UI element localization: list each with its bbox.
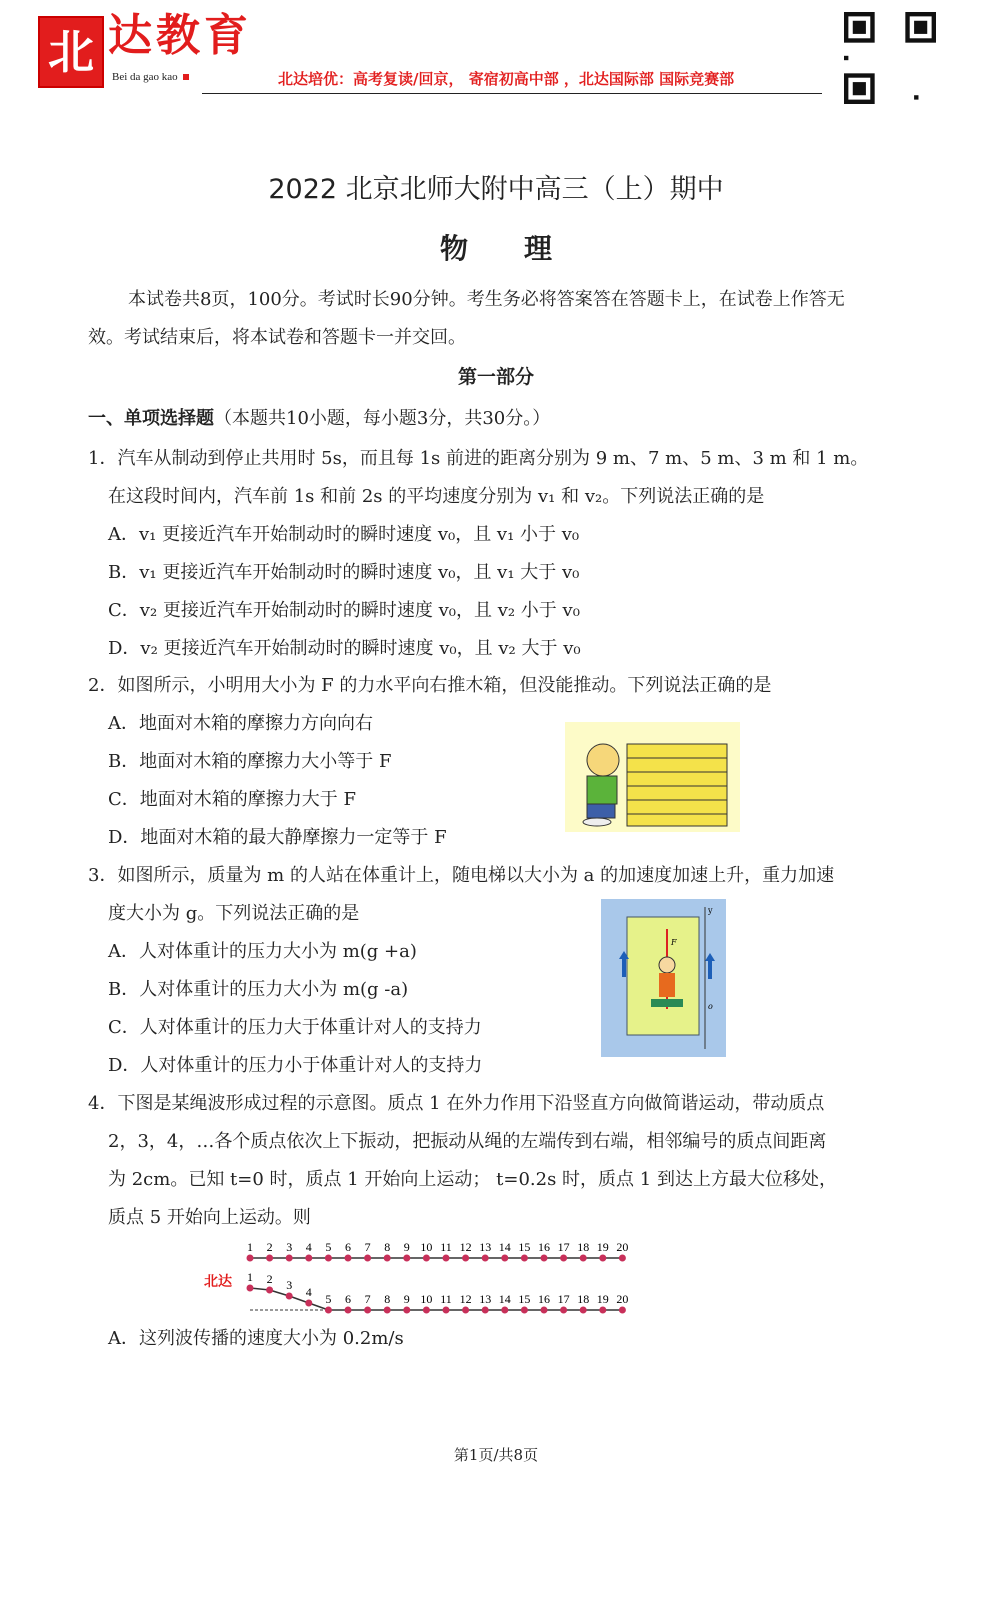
q2-option: D．地面对木箱的最大静摩擦力一定等于 F [108,827,447,848]
q1-option: C．v₂ 更接近汽车开始制动时的瞬时速度 v₀，且 v₂ 小于 v₀ [108,600,580,621]
particle-label: 8 [384,1240,391,1254]
particle-label: 20 [616,1292,629,1306]
rope-particle [619,1255,626,1262]
q3-option: A．人对体重计的压力大小为 m(g +a) [108,941,417,962]
particle-label: 20 [616,1240,629,1254]
page-title: 2022 北京北师大附中高三（上）期中 [268,174,724,205]
qr-code [843,12,937,104]
particle-label: 2 [266,1240,273,1254]
rope-particle [325,1255,332,1262]
rope-particle [599,1307,606,1314]
section-heading [88,408,550,430]
particle-label: 9 [403,1240,410,1254]
particle-label: 6 [345,1292,351,1306]
rope-particle [364,1307,371,1314]
particle-label: 3 [286,1278,293,1292]
particle-label: 10 [420,1292,433,1306]
y-axis-label: y [708,906,713,915]
particle-label: 1 [247,1270,253,1284]
particle-label: 18 [577,1292,590,1306]
rope-particle [560,1307,567,1314]
q2-stem: 2．如图所示，小明用大小为 F 的力水平向右推木箱，但没能推动。下列说法正确的是 [88,675,772,696]
rope-particle [286,1255,293,1262]
particle-label: 7 [364,1240,371,1254]
header-slogan: 北达培优：高考复读/回京， 寄宿初高中部 ，北达国际部 国际竞赛部 [278,70,735,88]
q4-stem: 为 2cm。已知 t=0 时，质点 1 开始向上运动； t=0.2s 时，质点 1 到达上方最大位移处， [108,1169,837,1190]
intro-line: 本试卷共8页，100分。考试时长90分钟。考生务必将答案答在答题卡上，在试卷上作答无 [128,289,845,310]
particle-label: 11 [440,1240,452,1254]
particle-label: 1 [247,1240,253,1254]
particle-label: 4 [305,1285,312,1299]
rope-particle [541,1307,548,1314]
particle-label: 15 [518,1292,531,1306]
q1-option: D．v₂ 更接近汽车开始制动时的瞬时速度 v₀，且 v₂ 大于 v₀ [108,638,581,659]
rope-particle [305,1300,312,1307]
rope-particle [384,1255,391,1262]
rope-particle [619,1307,626,1314]
rope-particle [501,1307,508,1314]
logo-subtitle [112,70,189,84]
particle-label: 5 [325,1292,332,1306]
rope-particle [482,1255,489,1262]
rope-particle [325,1307,332,1314]
page-footer: 第1页/共8页 [453,1446,539,1464]
rope-particle [345,1307,352,1314]
rope-wave-diagram [200,1232,650,1322]
particle-label: 19 [596,1240,609,1254]
particle-label: 15 [518,1240,531,1254]
particle-label: 10 [420,1240,433,1254]
section-note: （本题共10小题，每小题3分，共30分。） [214,408,551,429]
particle-label: 8 [384,1292,391,1306]
rope-particle [423,1255,430,1262]
rope-particle [364,1255,371,1262]
subject-title: 物 理 [439,232,552,265]
particle-label: 17 [557,1292,570,1306]
rope-particle [423,1307,430,1314]
q2-option: A．地面对木箱的摩擦力方向向右 [108,713,373,734]
particle-label: 13 [479,1292,492,1306]
q2-option: B．地面对木箱的摩擦力大小等于 F [108,751,392,772]
rope-particle [521,1307,528,1314]
elevator-illustration [601,899,726,1057]
q3-stem: 3．如图所示，质量为 m 的人站在体重计上，随电梯以大小为 a 的加速度加速上升，重力加速 [88,865,835,886]
header-rule [202,93,822,94]
rope-particle [266,1287,273,1294]
rope-particle [286,1293,293,1300]
particle-label: 5 [325,1240,332,1254]
particle-label: 9 [403,1292,410,1306]
rope-particle [403,1307,410,1314]
particle-label: 18 [577,1240,590,1254]
particle-label: 6 [345,1240,351,1254]
particle-label: 12 [459,1292,472,1306]
intro-line: 效。考试结束后，将本试卷和答题卡一并交回。 [88,327,466,348]
rope-particle [247,1285,254,1292]
push-box-illustration [565,722,740,832]
rope-particle [580,1255,587,1262]
q1-stem: 在这段时间内，汽车前 1s 和前 2s 的平均速度分别为 v₁ 和 v₂。下列说法正确的是 [108,486,765,507]
rope-particle [443,1307,450,1314]
particle-label: 14 [498,1240,511,1254]
rope-particle [403,1255,410,1262]
logo-subtitle-text: Bei da gao kao [112,71,178,83]
rope-particle [247,1255,254,1262]
rope-particle [501,1255,508,1262]
q3-stem: 度大小为 g。下列说法正确的是 [108,903,360,924]
rope-particle [266,1255,273,1262]
logo-mark: 北 [38,16,104,88]
rope-particle [443,1255,450,1262]
particle-label: 2 [266,1272,273,1286]
logo-text: 达教育 [108,10,252,61]
rope-particle [541,1255,548,1262]
rope-particle [560,1255,567,1262]
diagram-watermark: 北达 [204,1274,232,1290]
particle-label: 16 [538,1240,550,1254]
section-title: 一、单项选择题 [88,408,214,429]
q1-option: B．v₁ 更接近汽车开始制动时的瞬时速度 v₀，且 v₁ 大于 v₀ [108,562,580,583]
q3-option: C．人对体重计的压力大于体重计对人的支持力 [108,1017,482,1038]
particle-label: 12 [459,1240,472,1254]
rope-particle [580,1307,587,1314]
q2-option: C．地面对木箱的摩擦力大于 F [108,789,356,810]
particle-label: 3 [286,1240,293,1254]
particle-label: 7 [364,1292,371,1306]
particle-label: 14 [498,1292,511,1306]
rope-particle [599,1255,606,1262]
q1-stem: 1．汽车从制动到停止共用时 5s，而且每 1s 前进的距离分别为 9 m、7 m、5 m、3 m 和 1 m。 [88,448,869,469]
particle-label: 19 [596,1292,609,1306]
origin-label: o [708,1002,713,1011]
q3-option: B．人对体重计的压力大小为 m(g -a) [108,979,409,1000]
rope-particle [384,1307,391,1314]
rope-particle [305,1255,312,1262]
rope-particle [462,1255,469,1262]
rope-particle [345,1255,352,1262]
q1-option: A．v₁ 更接近汽车开始制动时的瞬时速度 v₀，且 v₁ 小于 v₀ [108,524,580,545]
q4-stem: 2，3，4，…各个质点依次上下振动，把振动从绳的左端传到右端，相邻编号的质点间距离 [108,1131,827,1152]
force-label: F [671,938,677,947]
particle-label: 13 [479,1240,492,1254]
q4-stem: 4．下图是某绳波形成过程的示意图。质点 1 在外力作用下沿竖直方向做简谐运动，带动质点 [88,1093,825,1114]
particle-label: 4 [305,1240,312,1254]
q4-option: A．这列波传播的速度大小为 0.2m/s [108,1328,404,1349]
particle-label: 16 [538,1292,550,1306]
rope-particle [462,1307,469,1314]
q3-option: D．人对体重计的压力小于体重计对人的支持力 [108,1055,483,1076]
rope-particle [482,1307,489,1314]
rope-particle [521,1255,528,1262]
particle-label: 17 [557,1240,570,1254]
q4-stem: 质点 5 开始向上运动。则 [108,1207,311,1228]
particle-label: 11 [440,1292,452,1306]
part-heading: 第一部分 [457,366,534,388]
